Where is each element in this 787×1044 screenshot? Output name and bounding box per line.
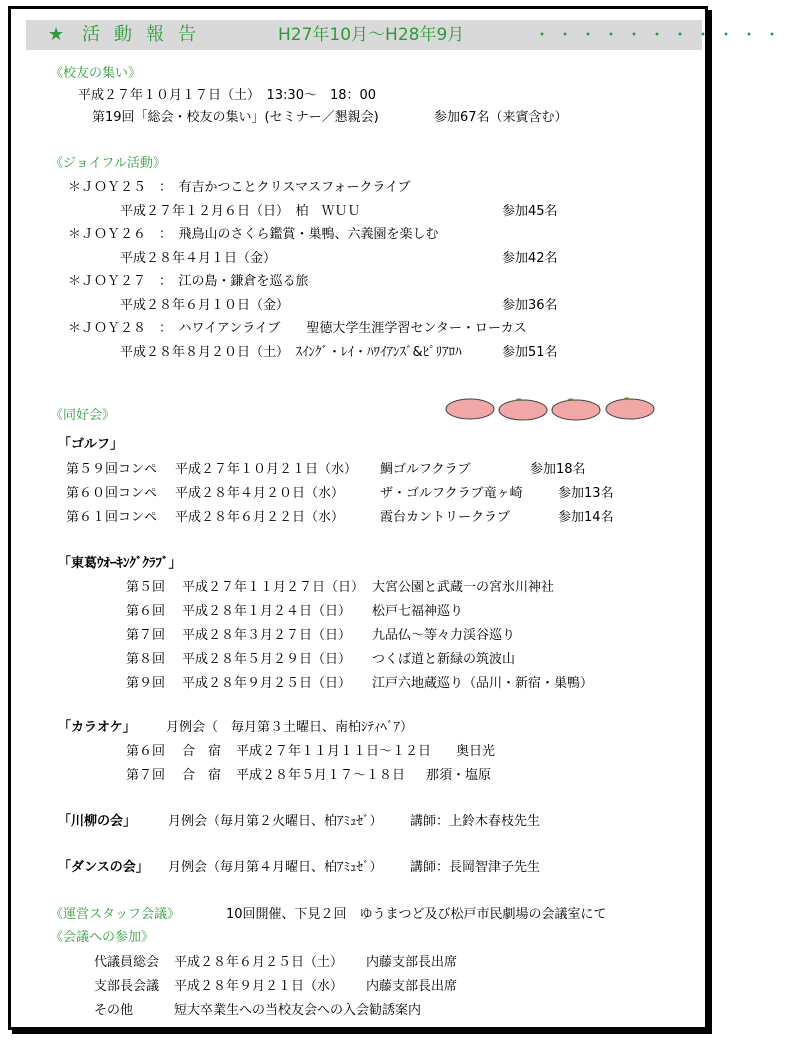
golf-event: 第６０回コンペ [66,486,158,501]
walking-no: 第８回 [126,652,166,667]
walking-no: 第５回 [126,580,166,595]
banner-title: 活動報告 [82,24,210,45]
walking-no: 第６回 [126,604,166,619]
walking-no: 第９回 [126,676,166,691]
walking-place: 大宮公園と武蔵一の宮氷川神社 [372,580,555,595]
club-label-walking: 「東葛ｳｵｰｷﾝｸﾞｸﾗﾌﾞ」 [58,556,182,571]
golf-participants: 参加18名 [530,462,586,477]
joy-date: 平成２８年４月１日（金） [120,251,277,266]
joy-title: ＊ＪＯＹ２７ ： 江の島・鎌倉を巡る旅 [68,274,309,289]
staff-text: 10回開催、下見２回 ゆうまつど及び松戸市民劇場の会議室にて [226,907,607,922]
section-heading-staff: 《運営スタッフ会議》 [50,907,181,922]
walking-place: つくば道と新緑の筑波山 [372,652,516,667]
meeting-name: 代議員総会 [94,955,160,970]
walking-date: 平成２８年５月２９日（日） [182,652,352,667]
walking-place: 江戸六地蔵巡り（品川・新宿・巣鴨） [372,676,594,691]
joy-participants: 参加36名 [502,298,558,313]
golf-date: 平成２８年４月２０日（水） [175,486,345,501]
meeting-date: 平成２８年６月２５日（土） [174,955,344,970]
banner-dots: ・・・・・・・・・・・ [534,25,787,44]
golf-venue: 鯛ゴルフクラブ [380,462,471,477]
meeting-name: その他 [94,1003,134,1018]
meeting-date: 短大卒業生への当校友会への入会勧誘案内 [174,1003,422,1018]
golf-venue: ザ・ゴルフクラブ竜ヶ崎 [380,486,523,501]
section-heading-meetings: 《会議への参加》 [50,930,155,945]
golf-date: 平成２８年６月２２日（水） [175,510,345,525]
blob-decoration-icon [445,396,660,422]
senryu-desc: 月例会（毎月第２火曜日、柏ｱﾐｭｾﾞ） [168,814,383,829]
karaoke-desc: 月例会（ 毎月第３土曜日、南柏ｼﾃｨﾍﾞｱ） [166,720,414,735]
star-icon: ★ [48,24,65,45]
banner-period: H27年10月〜H28年9月 [278,25,465,45]
karaoke-no: 第７回 [126,768,166,783]
report-banner [26,20,787,50]
joy-title: ＊ＪＯＹ２５ ： 有吉かつことクリスマスフォークライブ [68,180,411,195]
walking-date: 平成２８年１月２４日（日） [182,604,352,619]
karaoke-date: 平成２７年１１月１１日〜１２日 [236,744,432,759]
meeting-date: 平成２８年９月２１日（水） [174,979,344,994]
section-heading-koyu: 《校友の集い》 [50,66,142,81]
karaoke-no: 第６回 [126,744,166,759]
club-label-dance: 「ダンスの会」 [58,860,149,875]
joy-date: 平成２８年８月２０日（土） ｽｲﾝｸﾞ・ﾚｲ・ﾊﾜｲｱﾝｽﾞ&ﾋﾟﾘｱﾛﾊ [120,345,462,360]
karaoke-place: 奥日光 [456,744,496,759]
karaoke-type: 合 宿 [182,744,222,759]
koyu-date: 平成２７年１０月１７日（土） 13:30〜 18：00 [78,88,377,103]
walking-place: 松戸七福神巡り [372,604,464,619]
walking-date: 平成２８年９月２５日（日） [182,676,352,691]
joy-participants: 参加45名 [502,204,558,219]
club-label-karaoke: 「カラオケ」 [58,720,136,735]
joy-participants: 参加42名 [502,251,558,266]
meeting-name: 支部長会議 [94,979,160,994]
joy-title: ＊ＪＯＹ２６ ： 飛鳥山のさくら鑑賞・巣鴨、六義園を楽しむ [68,227,439,242]
section-heading-doukoukai: 《同好会》 [50,408,116,423]
karaoke-place: 那須・塩原 [426,768,492,783]
joy-date: 平成２７年１２月６日（日） 柏 ＷＵＵ [120,204,361,219]
joy-title: ＊ＪＯＹ２８ ： ハワイアンライブ 聖徳大学生涯学習センター・ローカス [68,321,527,336]
club-label-senryu: 「川柳の会」 [58,814,137,829]
meeting-note: 内藤支部長出席 [366,955,458,970]
koyu-participants: 参加67名（来賓含む） [434,110,568,125]
section-heading-joyful: 《ジョイフル活動》 [50,156,166,171]
dance-desc: 月例会（毎月第４月曜日、柏ｱﾐｭｾﾞ） [168,860,383,875]
golf-date: 平成２７年１０月２１日（水） [175,462,358,477]
joy-participants: 参加51名 [502,345,558,360]
dance-lecturer: 講師：長岡智津子先生 [410,860,541,875]
golf-event: 第５９回コンペ [66,462,158,477]
koyu-detail: 第19回「総会・校友の集い」(セミナー／懇親会) [92,110,379,125]
golf-venue: 霞台カントリークラブ [380,510,511,525]
walking-date: 平成２７年１１月２７日（日） [182,580,365,595]
golf-participants: 参加14名 [558,510,614,525]
karaoke-type: 合 宿 [182,768,222,783]
club-label-golf: 「ゴルフ」 [58,437,124,452]
meeting-note: 内藤支部長出席 [366,979,458,994]
joy-date: 平成２８年６月１０日（金） [120,298,290,313]
walking-no: 第７回 [126,628,166,643]
karaoke-date: 平成２８年５月１７〜１８日 [236,768,406,783]
golf-event: 第６１回コンペ [66,510,158,525]
walking-place: 九品仏〜等々力渓谷巡り [372,628,516,643]
golf-participants: 参加13名 [558,486,614,501]
walking-date: 平成２８年３月２７日（日） [182,628,352,643]
senryu-lecturer: 講師：上鈴木春枝先生 [410,814,541,829]
